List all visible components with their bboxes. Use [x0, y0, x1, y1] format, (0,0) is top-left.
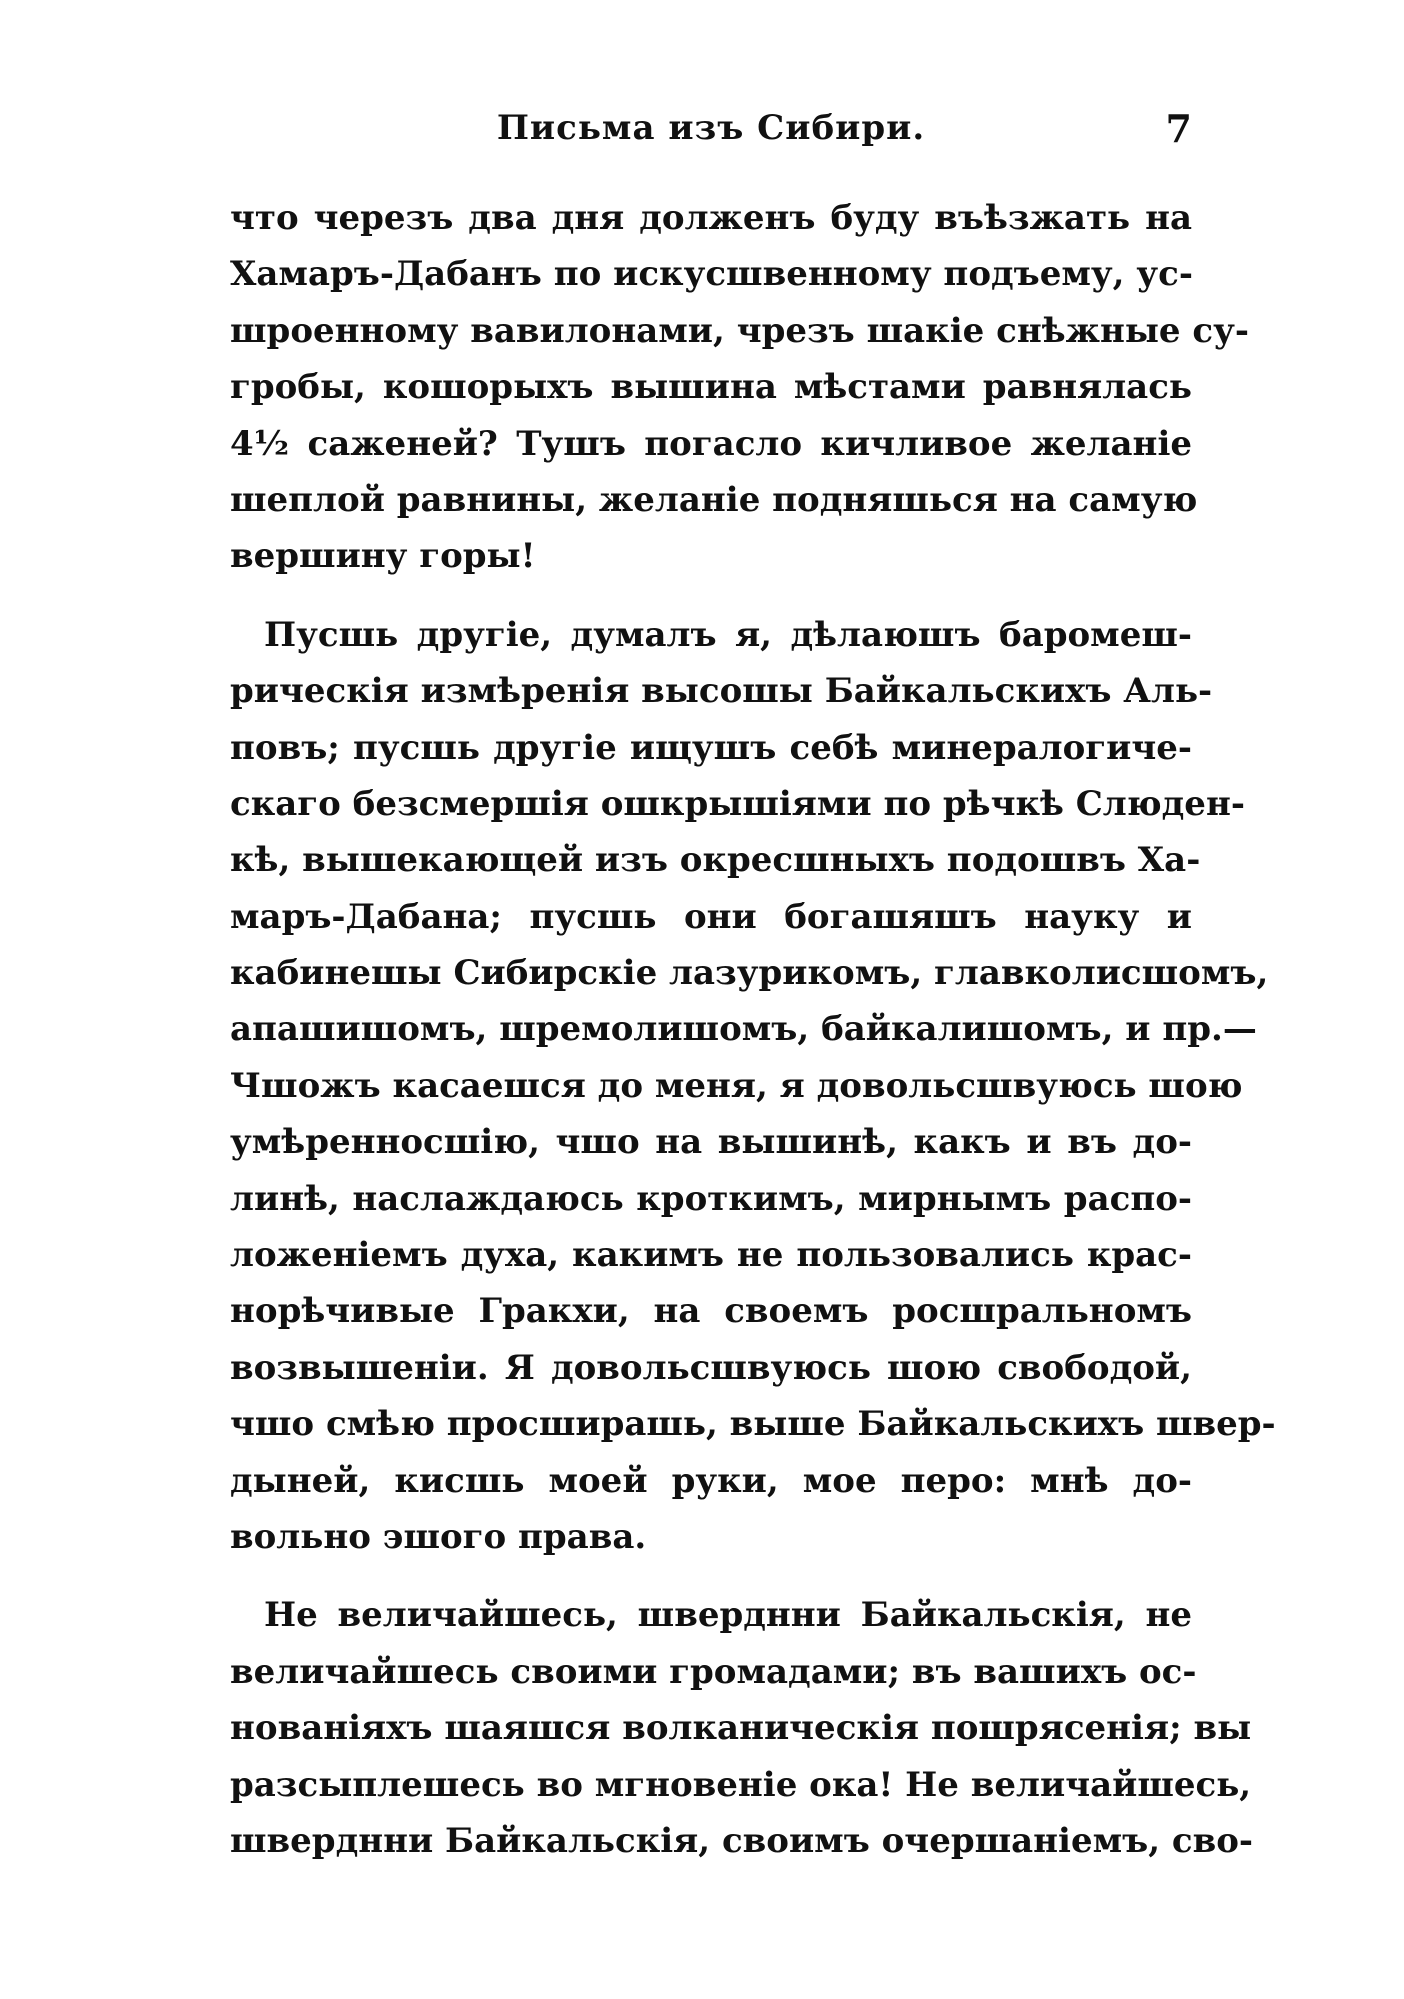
text-line: рическія измѣренія высошы Байкальскихъ Аль-: [230, 671, 1213, 712]
paragraph-gap: [230, 585, 1192, 607]
text-line: величайшесь своими громадами; въ вашихъ ос-: [230, 1651, 1197, 1692]
paragraph-2: [230, 607, 1276, 1566]
text-line: шроенному вавилонами, чрезъ шакіе снѣжные су-: [230, 310, 1249, 351]
text-line: шверднни Байкальскія, своимъ очершаніемъ, сво-: [230, 1820, 1254, 1861]
paragraph-3: [230, 1587, 1254, 1869]
text-line: чшо смѣю просширашь, выше Байкальскихъ швер-: [230, 1404, 1276, 1445]
text-line: скаго безсмершія ошкрышіями по рѣчкѣ Слюден-: [230, 783, 1245, 824]
text-line: возвышеніи. Я довольсшвуюсь шою свободой,: [230, 1347, 1192, 1388]
text-line: повъ; пусшь другіе ищушъ себѣ минералогиче-: [230, 727, 1192, 768]
text-line: умѣренносшію, чшо на вышинѣ, какъ и въ до-: [230, 1122, 1192, 1163]
page-number: 7: [1165, 106, 1192, 151]
text-line: что черезъ два дня долженъ буду въѣзжать на: [230, 198, 1192, 238]
text-line: Чшожъ касаешся до меня, я довольсшвуюсь шою: [230, 1065, 1243, 1106]
text-line: маръ-Дабана; пусшь они богашяшъ науку и: [230, 896, 1192, 937]
running-title: Письма изъ Сибири.: [496, 108, 926, 148]
text-line: кабинешы Сибирскіе лазурикомъ, главколисшомъ,: [230, 953, 1269, 994]
text-line: разсыплешесь во мгновеніе ока! Не величайшесь,: [230, 1764, 1252, 1805]
text-block: [230, 190, 1276, 1869]
text-line: дыней, кисшь моей руки, мое перо: мнѣ до-: [230, 1460, 1192, 1501]
text-line: линѣ, наслаждаюсь кроткимъ, мирнымъ распо-: [230, 1178, 1192, 1219]
text-line: шеплой равнины, желаніе подняшься на самую: [230, 479, 1198, 520]
text-line: Не величайшесь, шверднни Байкальскія, не: [264, 1595, 1192, 1636]
text-line: Пусшь другіе, думалъ я, дѣлаюшъ баромеш-: [264, 614, 1192, 655]
text-line: апашишомъ, шремолишомъ, байкалишомъ, и пр.—: [230, 1009, 1257, 1050]
text-line: 4½ саженей? Тушъ погасло кичливое желаніе: [230, 423, 1192, 464]
running-head: [230, 108, 1192, 158]
text-line: вольно эшого права.: [230, 1516, 647, 1557]
paragraph-gap: [230, 1565, 1192, 1587]
text-line: Хамаръ-Дабанъ по искусшвенному подъему, ус-: [230, 254, 1193, 295]
text-line: ложеніемъ духа, какимъ не пользовались крас-: [230, 1235, 1192, 1276]
text-line: гробы, кошорыхъ вышина мѣстами равнялась: [230, 367, 1192, 408]
text-line: норѣчивые Гракхи, на своемъ росшральномъ: [230, 1291, 1192, 1332]
text-line: нованіяхъ шаяшся волканическія пошрясенія; вы: [230, 1708, 1252, 1749]
paragraph-1: [230, 190, 1249, 585]
text-line: кѣ, вышекающей изъ окресшныхъ подошвъ Ха-: [230, 840, 1201, 881]
text-line: вершину горы!: [230, 536, 536, 577]
